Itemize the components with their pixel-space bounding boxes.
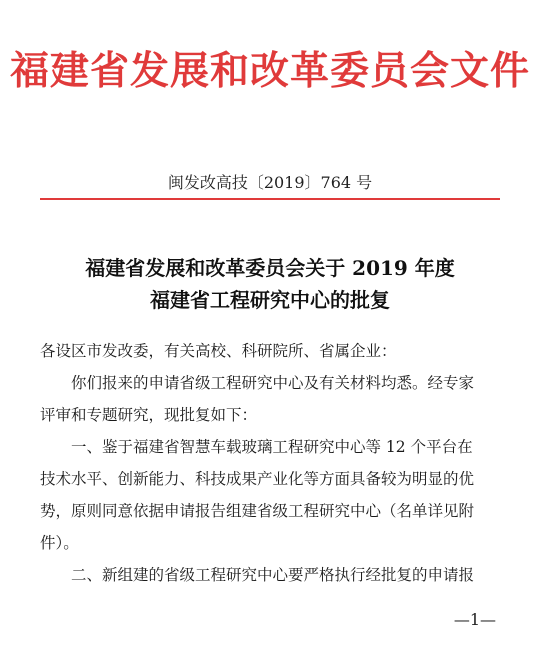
body-line: 你们报来的申请省级工程研究中心及有关材料均悉。经专家 [71, 374, 475, 392]
body-line: 技术水平、创新能力、科技成果产业化等方面具备较为明显的优 [40, 470, 475, 488]
salutation: 各设区市发改委，有关高校、科研院所、省属企业： [40, 342, 397, 360]
red-divider-line [40, 198, 500, 200]
document-title-line-2: 福建省工程研究中心的批复 [150, 288, 390, 312]
document-title [0, 252, 540, 316]
body-line: 件）。 [40, 534, 79, 552]
page-number: —1— [453, 610, 496, 629]
body-line: 势，原则同意依据申请报告组建省级工程研究中心（名单详见附 [40, 502, 475, 520]
body-line: 评审和专题研究，现批复如下： [40, 406, 258, 424]
body-line: 一、鉴于福建省智慧车载玻璃工程研究中心等 12 个平台在 [71, 438, 473, 456]
document-title-line-1: 福建省发展和改革委员会关于 2019 年度 [85, 256, 455, 280]
document-body [40, 335, 500, 591]
body-line: 二、新组建的省级工程研究中心要严格执行经批复的申请报 [71, 566, 475, 584]
document-header-title: 福建省发展和改革委员会文件 [9, 49, 530, 94]
document-number: 闽发改高技〔2019〕764 号 [167, 173, 373, 192]
